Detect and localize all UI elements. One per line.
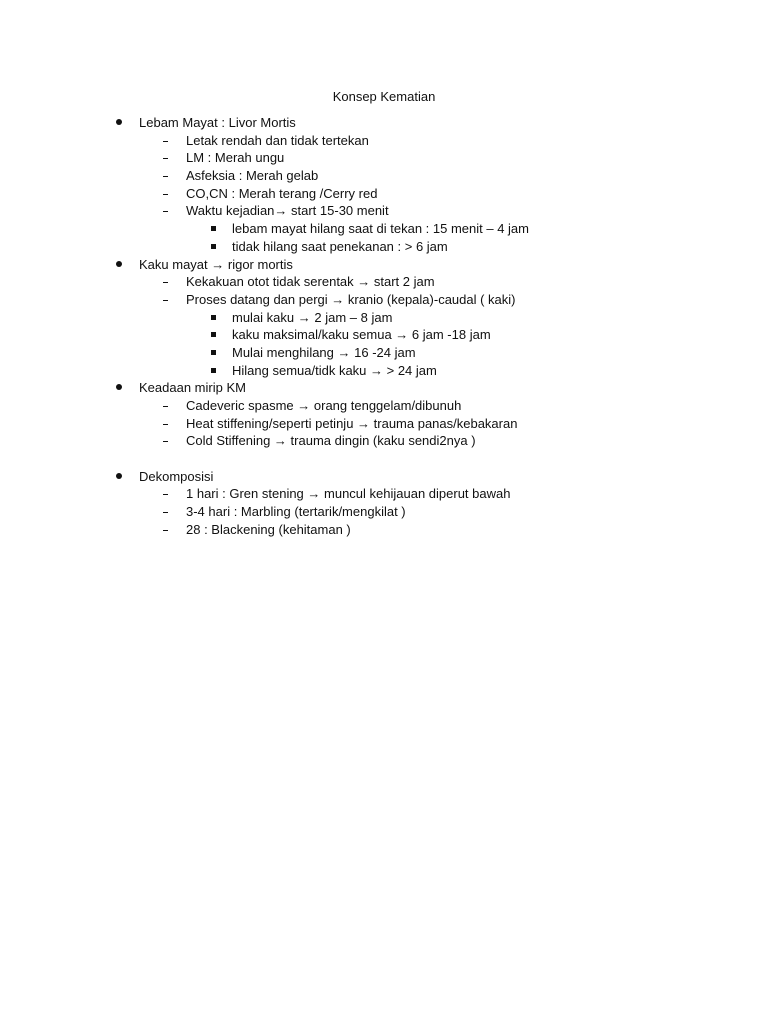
bullet-dot-icon bbox=[115, 256, 125, 274]
item-text: Letak rendah dan tidak tertekan bbox=[186, 132, 369, 148]
sub-item bbox=[0, 521, 768, 539]
item-text: Heat stiffening/seperti petinju → trauma panas/kebakaran bbox=[186, 415, 518, 431]
bullet-square-icon bbox=[210, 309, 218, 327]
outline-list bbox=[0, 114, 768, 539]
sub-item bbox=[0, 273, 768, 291]
item-text: Kekakuan otot tidak serentak → start 2 jam bbox=[186, 274, 435, 290]
detail-item bbox=[0, 362, 768, 380]
sub-item bbox=[0, 397, 768, 415]
section-item bbox=[0, 379, 768, 397]
bullet-square-icon bbox=[210, 362, 218, 380]
bullet-dash-icon bbox=[163, 291, 171, 309]
bullet-dot-icon bbox=[115, 114, 125, 132]
item-text: Lebam Mayat : Livor Mortis bbox=[139, 115, 296, 130]
section-item bbox=[0, 468, 768, 486]
item-text: CO,CN : Merah terang /Cerry red bbox=[186, 185, 378, 201]
item-text: Proses datang dan pergi → kranio (kepala)-caudal ( kaki) bbox=[186, 291, 516, 307]
sub-item bbox=[0, 167, 768, 185]
blank-line bbox=[0, 450, 768, 468]
item-text: Kaku mayat → rigor mortis bbox=[139, 256, 293, 272]
detail-item bbox=[0, 344, 768, 362]
bullet-dot-icon bbox=[115, 468, 125, 486]
detail-item bbox=[0, 309, 768, 327]
sub-item bbox=[0, 485, 768, 503]
sub-item bbox=[0, 149, 768, 167]
item-text: Keadaan mirip KM bbox=[139, 380, 246, 396]
item-text: kaku maksimal/kaku semua → 6 jam -18 jam bbox=[232, 327, 491, 343]
bullet-dash-icon bbox=[163, 415, 171, 433]
sub-item bbox=[0, 291, 768, 309]
section-item bbox=[0, 114, 768, 132]
detail-item bbox=[0, 326, 768, 344]
bullet-dash-icon bbox=[163, 432, 171, 450]
item-text: 28 : Blackening (kehitaman ) bbox=[186, 521, 351, 537]
item-text: Cold Stiffening → trauma dingin (kaku sendi2nya ) bbox=[186, 433, 476, 449]
detail-item bbox=[0, 238, 768, 256]
bullet-square-icon bbox=[210, 238, 218, 256]
sub-item bbox=[0, 132, 768, 150]
bullet-dash-icon bbox=[163, 185, 171, 203]
bullet-square-icon bbox=[210, 326, 218, 344]
item-text: Cadeveric spasme → orang tenggelam/dibunuh bbox=[186, 398, 462, 413]
sub-item bbox=[0, 503, 768, 521]
item-text: tidak hilang saat penekanan : > 6 jam bbox=[232, 238, 448, 254]
bullet-dash-icon bbox=[163, 202, 171, 220]
bullet-dash-icon bbox=[163, 521, 171, 539]
sub-item bbox=[0, 185, 768, 203]
bullet-dot-icon bbox=[115, 379, 125, 397]
item-text: Mulai menghilang → 16 -24 jam bbox=[232, 344, 416, 360]
bullet-dash-icon bbox=[163, 273, 171, 291]
bullet-dash-icon bbox=[163, 397, 171, 415]
bullet-dash-icon bbox=[163, 485, 171, 503]
item-text: lebam mayat hilang saat di tekan : 15 menit – 4 jam bbox=[232, 221, 529, 237]
bullet-square-icon bbox=[210, 344, 218, 362]
bullet-square-icon bbox=[210, 220, 218, 238]
bullet-dash-icon bbox=[163, 132, 171, 150]
item-text: mulai kaku → 2 jam – 8 jam bbox=[232, 309, 393, 325]
sub-item bbox=[0, 202, 768, 220]
bullet-dash-icon bbox=[163, 167, 171, 185]
detail-item bbox=[0, 220, 768, 238]
section-item bbox=[0, 256, 768, 274]
bullet-dash-icon bbox=[163, 149, 171, 167]
item-text: LM : Merah ungu bbox=[186, 150, 285, 166]
sub-item bbox=[0, 415, 768, 433]
document-title: Konsep Kematian bbox=[332, 89, 436, 104]
bullet-dash-icon bbox=[163, 503, 171, 521]
item-text: 1 hari : Gren stening → muncul kehijauan diperut bawah bbox=[186, 486, 511, 502]
item-text: Asfeksia : Merah gelab bbox=[186, 168, 319, 184]
item-text: 3-4 hari : Marbling (tertarik/mengkilat ) bbox=[186, 504, 406, 520]
item-text: Dekomposisi bbox=[139, 468, 214, 484]
item-text: Hilang semua/tidk kaku → > 24 jam bbox=[232, 362, 437, 378]
sub-item bbox=[0, 432, 768, 450]
item-text: Waktu kejadian→ start 15-30 menit bbox=[186, 203, 389, 219]
